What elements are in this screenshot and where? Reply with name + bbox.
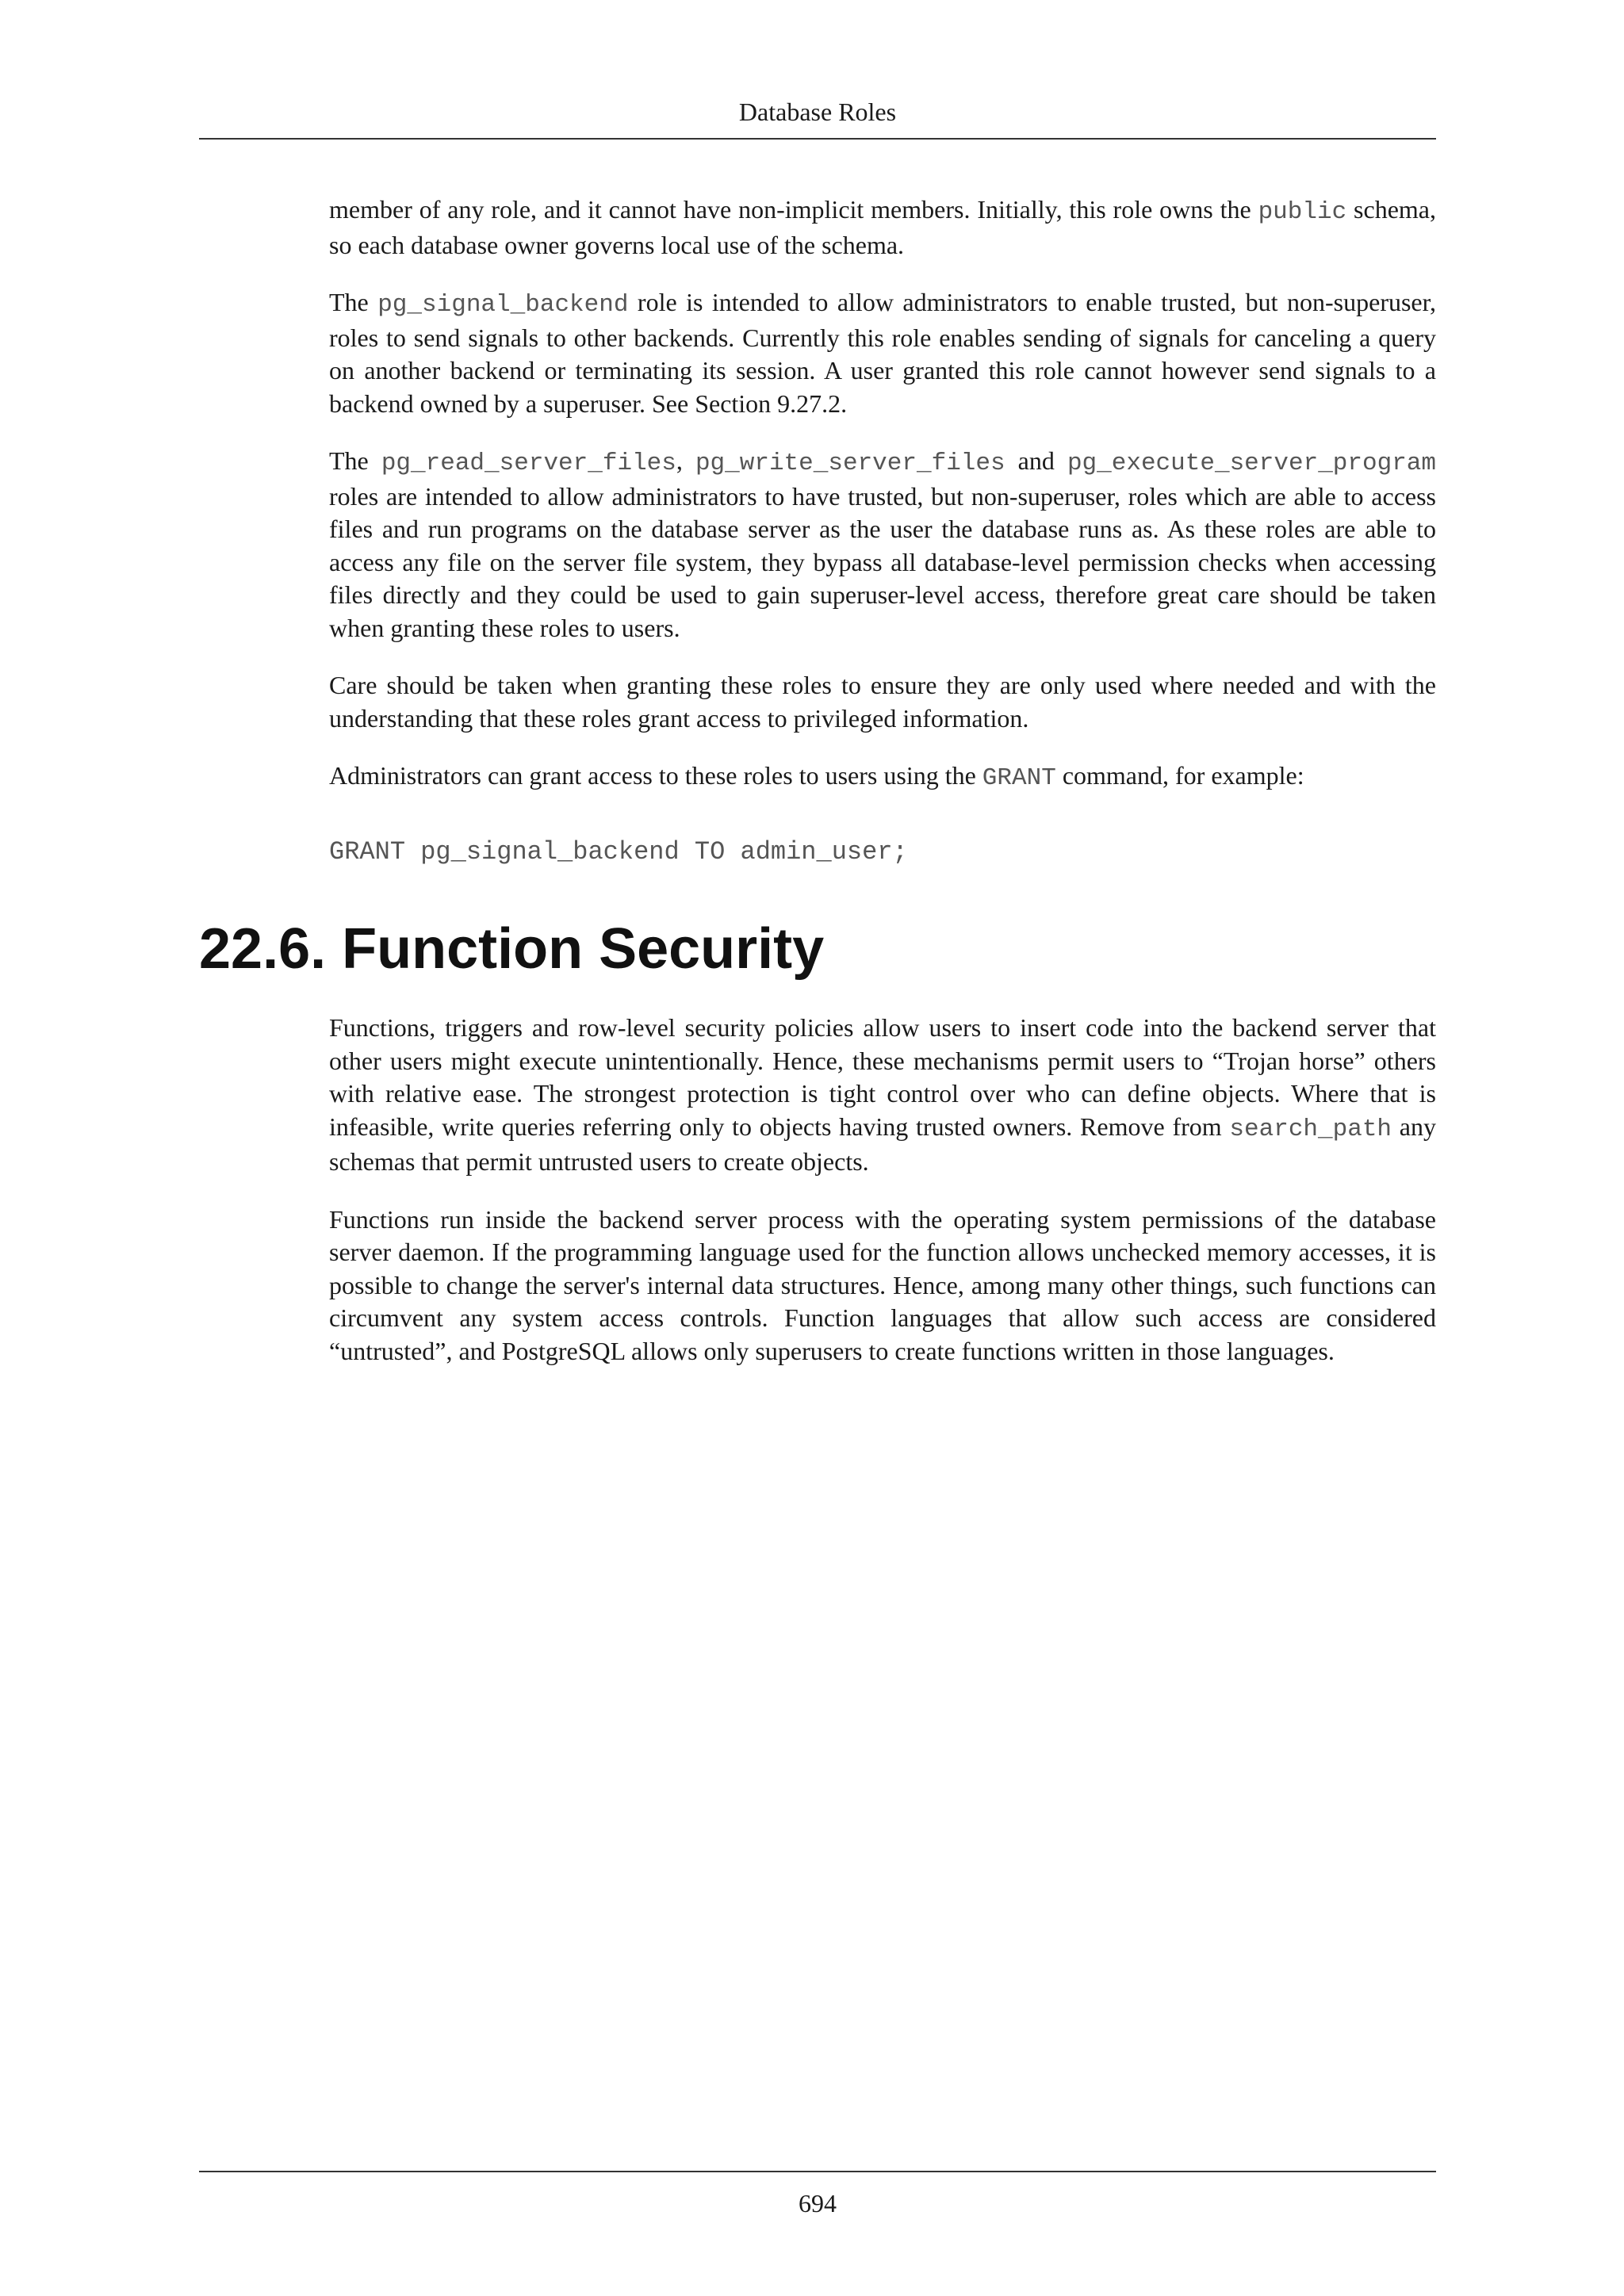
paragraph-signal-backend: The pg_signal_backend role is intended to allow administrators to enable trusted, but non-superuser, roles to send signals to other backends. Currently this role enables sending of signals for canceling a query on another backend or terminating its session. A user granted this role cannot however send signals to a backend owned by a superuser. See Section 9.27.2. xyxy=(329,288,1437,418)
section-heading: 22.6. Function Security xyxy=(199,917,825,981)
code-search-path: search_path xyxy=(1229,1115,1392,1143)
page-header xyxy=(199,97,1436,140)
code-example: GRANT pg_signal_backend TO admin_user; xyxy=(329,836,908,867)
paragraph-functions-run: Functions run inside the backend server process with the operating system permissions of the database server daemon. If the programming language used for the function allows unchecked memory accesses, it is possible to change the server's internal data structures. Hence, among many other things, such functions can circumvent any system access controls. Function languages that allow such access are considered “untrusted”, and PostgreSQL allows only superusers to create functions written in those languages. xyxy=(329,1204,1436,1365)
paragraph-functions-triggers: Functions, triggers and row-level security policies allow users to insert code into the backend server that other users might execute unintentionally. Hence, these mechanisms permit users to “Trojan horse” others with relative ease. The strongest protection is tight control over who can define objects. Where that is infeasible, write queries referring only to objects having trusted owners. Remove from search_path any schemas that permit untrusted users to create objects. xyxy=(329,1013,1437,1176)
paragraph-grant: Administrators can grant access to these roles to users using the GRANT command, for example: xyxy=(329,761,1304,792)
page-number: 694 xyxy=(799,2189,837,2218)
main-content xyxy=(329,193,1436,869)
code-grant: GRANT xyxy=(982,764,1056,792)
paragraph-care: Care should be taken when granting these roles to ensure they are only used where needed and with the understanding that these roles grant access to privileged information. xyxy=(329,671,1436,733)
paragraph-public-schema: member of any role, and it cannot have non-implicit members. Initially, this role owns the public schema, so each database owner governs local use of the schema. xyxy=(329,195,1437,259)
code-pg-write-server-files: pg_write_server_files xyxy=(695,450,1005,477)
page-footer xyxy=(199,2171,1436,2218)
paragraph-server-files: The pg_read_server_files, pg_write_server_files and pg_execute_server_program roles are intended to allow administrators to have trusted, but non-superuser, roles which are able to access files and run programs on the database server as the user the database runs as. As these roles are able to access any file on the server file system, they bypass all database-level permission checks when accessing files directly and they could be used to gain superuser-level access, therefore great care should be taken when granting these roles to users. xyxy=(329,446,1437,642)
section-content xyxy=(329,1012,1436,1392)
code-public: public xyxy=(1258,198,1347,226)
code-pg-read-server-files: pg_read_server_files xyxy=(381,450,676,477)
code-pg-execute-server-program: pg_execute_server_program xyxy=(1067,450,1437,477)
code-pg-signal-backend: pg_signal_backend xyxy=(377,291,629,319)
running-title: Database Roles xyxy=(738,98,897,126)
